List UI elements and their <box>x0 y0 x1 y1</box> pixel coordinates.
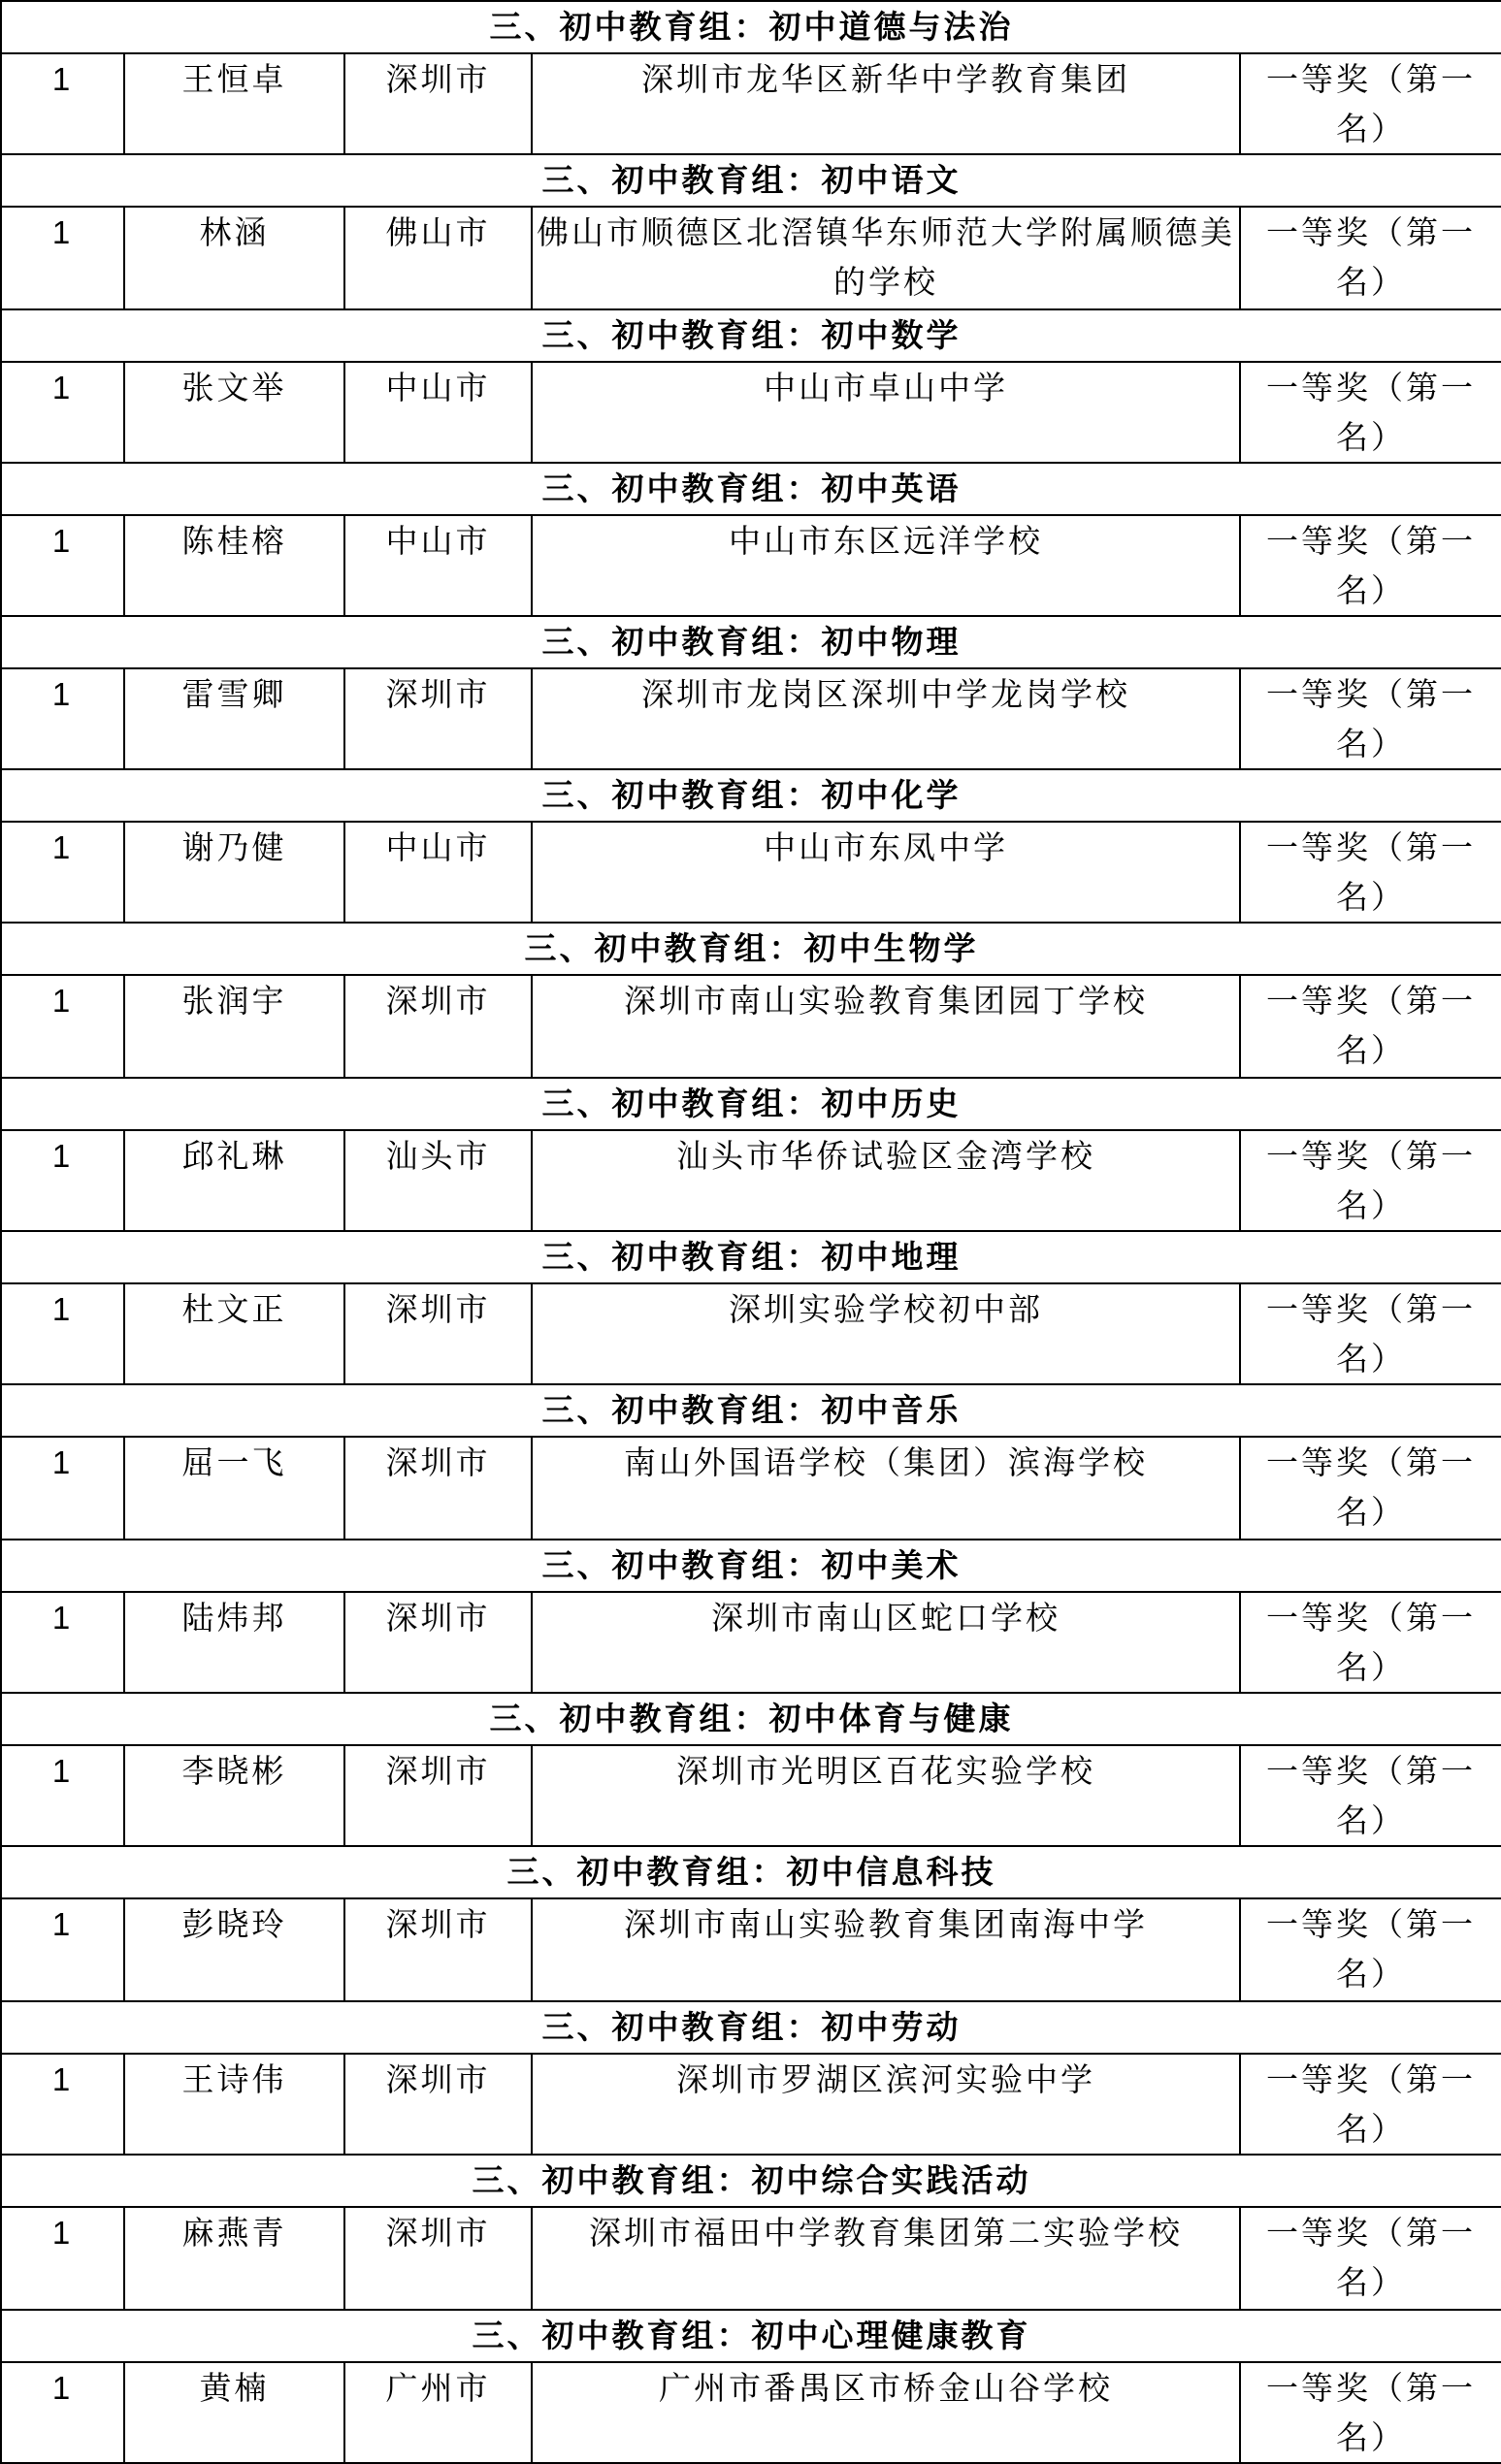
city-cell: 深圳市 <box>344 1745 532 1846</box>
award-cell: 一等奖（第一名） <box>1240 1592 1501 1693</box>
city-cell: 深圳市 <box>344 668 532 769</box>
rank-cell: 1 <box>1 2207 124 2310</box>
group-header-row <box>1 1078 1501 1130</box>
group-header-row <box>1 2155 1501 2207</box>
table-row <box>1 1437 1501 1540</box>
table-row <box>1 1130 1501 1231</box>
name-cell: 王诗伟 <box>124 2054 344 2155</box>
rank-cell: 1 <box>1 2054 124 2155</box>
school-cell: 深圳市南山实验教育集团南海中学 <box>532 1898 1240 2001</box>
rank-cell: 1 <box>1 1592 124 1693</box>
name-cell: 谢乃健 <box>124 822 344 923</box>
name-cell: 王恒卓 <box>124 53 344 154</box>
group-header-row <box>1 1540 1501 1592</box>
school-cell: 深圳实验学校初中部 <box>532 1283 1240 1384</box>
group-title: 三、初中教育组：初中历史 <box>1 1078 1501 1130</box>
group-title: 三、初中教育组：初中劳动 <box>1 2001 1501 2054</box>
award-cell: 一等奖（第一名） <box>1240 822 1501 923</box>
name-cell: 张润宇 <box>124 975 344 1078</box>
table-row <box>1 975 1501 1078</box>
name-cell: 彭晓玲 <box>124 1898 344 2001</box>
rank-cell: 1 <box>1 822 124 923</box>
city-cell: 深圳市 <box>344 1437 532 1540</box>
table-row <box>1 207 1501 309</box>
name-cell: 李晓彬 <box>124 1745 344 1846</box>
award-cell: 一等奖（第一名） <box>1240 1745 1501 1846</box>
group-header-row <box>1 1231 1501 1283</box>
group-title: 三、初中教育组：初中信息科技 <box>1 1846 1501 1898</box>
table-row <box>1 2054 1501 2155</box>
school-cell: 中山市东区远洋学校 <box>532 515 1240 616</box>
rank-cell: 1 <box>1 2362 124 2463</box>
city-cell: 深圳市 <box>344 1283 532 1384</box>
table-row <box>1 1898 1501 2001</box>
group-header-row <box>1 923 1501 975</box>
award-cell: 一等奖（第一名） <box>1240 362 1501 463</box>
city-cell: 深圳市 <box>344 2207 532 2310</box>
group-header-row <box>1 1384 1501 1437</box>
award-cell: 一等奖（第一名） <box>1240 515 1501 616</box>
city-cell: 深圳市 <box>344 1592 532 1693</box>
table-row <box>1 362 1501 463</box>
name-cell: 陈桂榕 <box>124 515 344 616</box>
rank-cell: 1 <box>1 1437 124 1540</box>
rank-cell: 1 <box>1 1130 124 1231</box>
school-cell: 中山市东凤中学 <box>532 822 1240 923</box>
city-cell: 深圳市 <box>344 2054 532 2155</box>
table-row <box>1 515 1501 616</box>
rank-cell: 1 <box>1 515 124 616</box>
award-cell: 一等奖（第一名） <box>1240 1130 1501 1231</box>
school-cell: 深圳市福田中学教育集团第二实验学校 <box>532 2207 1240 2310</box>
city-cell: 中山市 <box>344 515 532 616</box>
group-title: 三、初中教育组：初中化学 <box>1 769 1501 822</box>
table-row <box>1 2207 1501 2310</box>
group-header-row <box>1 2001 1501 2054</box>
group-title: 三、初中教育组：初中英语 <box>1 463 1501 515</box>
group-title: 三、初中教育组：初中美术 <box>1 1540 1501 1592</box>
name-cell: 杜文正 <box>124 1283 344 1384</box>
rank-cell: 1 <box>1 53 124 154</box>
city-cell: 深圳市 <box>344 975 532 1078</box>
group-title: 三、初中教育组：初中道德与法治 <box>1 1 1501 53</box>
group-header-row <box>1 1 1501 53</box>
group-title: 三、初中教育组：初中地理 <box>1 1231 1501 1283</box>
table-row <box>1 1745 1501 1846</box>
award-cell: 一等奖（第一名） <box>1240 2054 1501 2155</box>
city-cell: 广州市 <box>344 2362 532 2463</box>
name-cell: 陆炜邦 <box>124 1592 344 1693</box>
award-cell: 一等奖（第一名） <box>1240 1283 1501 1384</box>
group-title: 三、初中教育组：初中物理 <box>1 616 1501 668</box>
table-row <box>1 668 1501 769</box>
school-cell: 南山外国语学校（集团）滨海学校 <box>532 1437 1240 1540</box>
name-cell: 黄楠 <box>124 2362 344 2463</box>
table-row <box>1 53 1501 154</box>
group-title: 三、初中教育组：初中音乐 <box>1 1384 1501 1437</box>
school-cell: 佛山市顺德区北滘镇华东师范大学附属顺德美的学校 <box>532 207 1240 309</box>
group-title: 三、初中教育组：初中语文 <box>1 154 1501 207</box>
group-header-row <box>1 309 1501 362</box>
name-cell: 邱礼琳 <box>124 1130 344 1231</box>
rank-cell: 1 <box>1 975 124 1078</box>
city-cell: 汕头市 <box>344 1130 532 1231</box>
name-cell: 雷雪卿 <box>124 668 344 769</box>
name-cell: 林涵 <box>124 207 344 309</box>
group-header-row <box>1 616 1501 668</box>
award-cell: 一等奖（第一名） <box>1240 207 1501 309</box>
school-cell: 广州市番禺区市桥金山谷学校 <box>532 2362 1240 2463</box>
school-cell: 深圳市龙岗区深圳中学龙岗学校 <box>532 668 1240 769</box>
award-cell: 一等奖（第一名） <box>1240 2362 1501 2463</box>
group-title: 三、初中教育组：初中综合实践活动 <box>1 2155 1501 2207</box>
school-cell: 深圳市龙华区新华中学教育集团 <box>532 53 1240 154</box>
rank-cell: 1 <box>1 1898 124 2001</box>
city-cell: 深圳市 <box>344 53 532 154</box>
school-cell: 深圳市罗湖区滨河实验中学 <box>532 2054 1240 2155</box>
rank-cell: 1 <box>1 1283 124 1384</box>
group-title: 三、初中教育组：初中心理健康教育 <box>1 2310 1501 2362</box>
table-row <box>1 2362 1501 2463</box>
award-table-body <box>1 1 1501 2463</box>
award-cell: 一等奖（第一名） <box>1240 1898 1501 2001</box>
group-header-row <box>1 1693 1501 1745</box>
city-cell: 中山市 <box>344 822 532 923</box>
city-cell: 中山市 <box>344 362 532 463</box>
award-cell: 一等奖（第一名） <box>1240 975 1501 1078</box>
school-cell: 汕头市华侨试验区金湾学校 <box>532 1130 1240 1231</box>
award-cell: 一等奖（第一名） <box>1240 668 1501 769</box>
group-title: 三、初中教育组：初中数学 <box>1 309 1501 362</box>
rank-cell: 1 <box>1 362 124 463</box>
group-header-row <box>1 769 1501 822</box>
name-cell: 张文举 <box>124 362 344 463</box>
table-row <box>1 1592 1501 1693</box>
group-title: 三、初中教育组：初中体育与健康 <box>1 1693 1501 1745</box>
rank-cell: 1 <box>1 207 124 309</box>
name-cell: 屈一飞 <box>124 1437 344 1540</box>
table-row <box>1 1283 1501 1384</box>
school-cell: 深圳市南山实验教育集团园丁学校 <box>532 975 1240 1078</box>
table-row <box>1 822 1501 923</box>
award-cell: 一等奖（第一名） <box>1240 1437 1501 1540</box>
school-cell: 深圳市光明区百花实验学校 <box>532 1745 1240 1846</box>
city-cell: 深圳市 <box>344 1898 532 2001</box>
school-cell: 深圳市南山区蛇口学校 <box>532 1592 1240 1693</box>
group-header-row <box>1 2310 1501 2362</box>
group-header-row <box>1 154 1501 207</box>
name-cell: 麻燕青 <box>124 2207 344 2310</box>
award-cell: 一等奖（第一名） <box>1240 2207 1501 2310</box>
group-title: 三、初中教育组：初中生物学 <box>1 923 1501 975</box>
group-header-row <box>1 1846 1501 1898</box>
school-cell: 中山市卓山中学 <box>532 362 1240 463</box>
rank-cell: 1 <box>1 1745 124 1846</box>
group-header-row <box>1 463 1501 515</box>
award-cell: 一等奖（第一名） <box>1240 53 1501 154</box>
city-cell: 佛山市 <box>344 207 532 309</box>
rank-cell: 1 <box>1 668 124 769</box>
